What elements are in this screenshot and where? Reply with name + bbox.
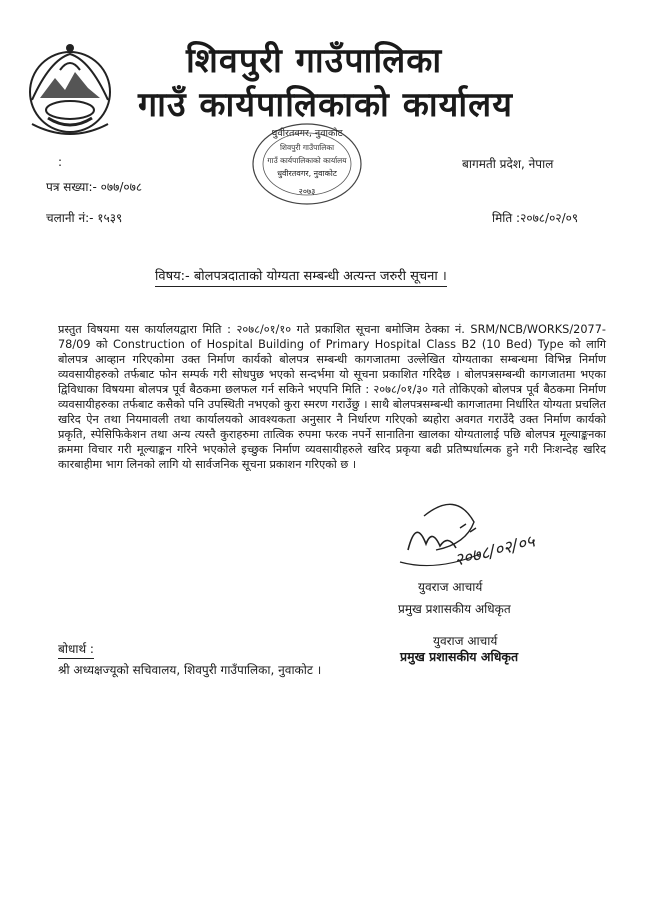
cc-underline	[58, 658, 94, 659]
letter-number: पत्र सख्या:- ०७७/०७८	[46, 180, 143, 194]
province-label: बागमती प्रदेश, नेपाल	[462, 157, 554, 171]
dispatch-number: चलानी नं:- १५३९	[46, 211, 123, 225]
office-seal	[248, 120, 366, 208]
signatory-name: युवराज आचार्य	[418, 580, 483, 594]
office-title-line1: शिवपुरी गाउँपालिका	[186, 41, 443, 81]
subject-underline	[155, 286, 447, 287]
signature-date: २०७८/०२/०५	[452, 531, 537, 571]
cc-label	[58, 640, 94, 657]
subject-text: विषय:- बोलपत्रदाताको योग्यता सम्बन्धी अत्यन्त जरुरी सूचना ।	[155, 269, 447, 284]
cc-label-text: बोधार्थ :	[58, 642, 94, 656]
seal-text-1: धुवीरतवगर, नुवाकोट	[271, 128, 343, 139]
seal-text-4: धुवीरतवगर, नुवाकोट	[277, 169, 337, 178]
seal-text-2: शिवपुरी गाउँपालिका	[279, 143, 335, 152]
cc-recipient: श्री अध्यक्षज्यूको सचिवालय, शिवपुरी गाउँपालिका, नुवाकोट ।	[58, 663, 322, 677]
signatory-title: प्रमुख प्रशासकीय अधिकृत	[398, 602, 511, 616]
letter-date: मिति :२०७८/०२/०९	[492, 211, 579, 225]
office-title-line2: गाउँ कार्यपालिकाको कार्यालय	[138, 85, 513, 125]
subject-line	[155, 266, 447, 284]
notice-body: प्रस्तुत विषयमा यस कार्यालयद्वारा मिति : २०७८/०१/१० गते प्रकाशित सूचना बमोजिम ठेक्का नं. SRM/NCB/WORKS/2077-78/09 को Construction of Hospital Building of Primary Hospital Class B2 (10 Bed) Type को लागि बोलपत्र आव्हान गरिएकोमा उक्त निर्माण कार्यको बोलपत्र सम्बन्धी कागजातमा उल्लेखित योग्यताका सम्बन्धमा विभिन्न निर्माण व्यवसायीहरुको तर्फबाट फोन सम्पर्क गरी सोधपुछ भएको सन्दर्भमा यो सूचना प्रकाशित गरिदैछ । बोलपत्रसम्बन्धी कागजातमा भएका द्विविधाका विषयमा बोलपत्र पूर्व बैठकमा छलफल गर्न सकिने भएपनि मिति : २०७८/०१/३० गते तोकिएको बोलपत्र पूर्व बैठकमा निर्माण व्यवसायीहरुका तर्फबाट कसैको पनि उपस्थिती नभएको कुरा स्मरण गराउँछु । साथै बोलपत्रसम्बन्धी कागजातमा निर्धारित योग्यता प्रचलित खरिद ऐन तथा नियमावली तथा कार्यालयको आवश्यकता अनुसार नै निर्धारण गरिएको ब्यहोरा अवगत गराउँदै उक्त निर्माण कार्यको प्रकृति, स्पेसिफिकेशन तथा अन्य त्यस्तै कुराहरुमा तात्विक रुपमा फरक नपर्ने सानातिना खालका योग्यतालाई पछि बोलपत्र मूल्याङ्कनका क्रममा विचार गरी मूल्याङ्कन गरिने भएकोले इच्छुक निर्माण व्यवसायीहरुले खरिद प्रकृया बढी प्रतिष्पर्धात्मक हुने गरी निःशन्देह खरिद कारबाहीमा भाग लिनको लागि यो सार्वजनिक सूचना प्रकाशन गरिएको छ ।	[58, 323, 606, 471]
colon-mark: :	[58, 155, 63, 169]
seal-text-5: २०७३	[298, 187, 316, 196]
stamp-title: प्रमुख प्रशासकीय अधिकृत	[400, 649, 519, 664]
nepal-emblem-icon	[20, 40, 120, 140]
stamp-name: युवराज आचार्य	[433, 634, 498, 648]
seal-text-3: गाउँ कार्यपालिकाको कार्यालय	[267, 156, 347, 165]
